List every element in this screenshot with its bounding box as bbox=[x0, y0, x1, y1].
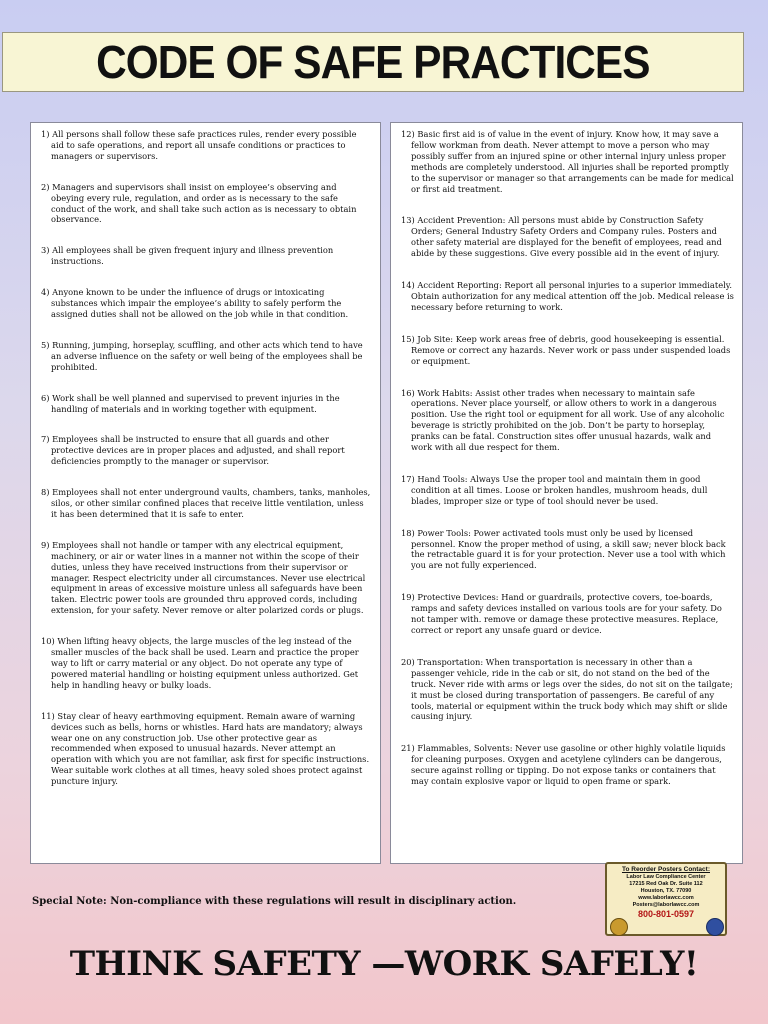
rule-item: 7) Employees shall be instructed to ensure that all guards and other protective devices are in proper places and adjusted, and shall report deficiencies promptly to the manager or supervisor. bbox=[41, 434, 345, 467]
rules-column-left bbox=[30, 122, 381, 864]
rule-item: 1) All persons shall follow these safe practices rules, render every possible aid to safe operations, and report all unsafe conditions or practices to managers or supervisors. bbox=[41, 129, 357, 161]
reorder-phone: 800-801-0597 bbox=[637, 909, 695, 919]
reorder-company: Labor Law Compliance Center bbox=[626, 874, 706, 880]
rule-item: 18) Power Tools: Power activated tools must only be used by licensed personnel. Know the proper method of using, a skill saw; never block back the retractable guard it is for your protection. Never use a tool with which you are not fully experienced. bbox=[401, 527, 726, 571]
emblem-icon bbox=[706, 918, 724, 936]
rule-item: 13) Accident Prevention: All persons must abide by Construction Safety Orders; General Industry Safety Orders and Company rules. Posters and other safety material are displayed for the benefit of employees, read and abide by these suggestions. Give every possible aid in the event of injury. bbox=[401, 215, 722, 259]
rule-item: 21) Flammables, Solvents: Never use gasoline or other highly volatile liquids for cleaning purposes. Oxygen and acetylene cylinders can be dangerous, secure against rolling or tipping. Do not expose tanks or containers that may contain explosive vapor or liquid to open frame or spark. bbox=[401, 743, 726, 787]
footer-slogan: THINK SAFETY —WORK SAFELY! bbox=[69, 944, 699, 984]
special-note: Special Note: Non-compliance with these regulations will result in disciplinary action. bbox=[32, 896, 517, 907]
reorder-address: 17215 Red Oak Dr. Suite 112 bbox=[629, 881, 703, 887]
gold-seal-icon bbox=[610, 918, 628, 936]
rule-item: 9) Employees shall not handle or tamper with any electrical equipment, machinery, or air or water lines in a manner not within the scope of their duties, unless they have received instructions from their supervisor or manager. Respect electricity under all circumstances. Never use electrical equipment in areas of excessive moisture unless all safeguards have been taken. Electric power tools are grounded thru approved cords, including extension, for your safety. Never remove or alter polarized cords or plugs. bbox=[41, 539, 366, 616]
page-title: CODE OF SAFE PRACTICES bbox=[96, 36, 650, 88]
rule-item: 20) Transportation: When transportation is necessary in other than a passenger vehicle, ride in the cab or sit, do not stand on the bed of the truck. Never ride with arms or legs over the sides, do not sit on the tailgate; it must be closed during transportation of passengers. Be careful of any tools, material or equipment within the truck body which may shift or slide causing injury. bbox=[401, 656, 733, 722]
reorder-email: Posters@laborlawcc.com bbox=[632, 902, 700, 908]
reorder-website: www.laborlawcc.com bbox=[638, 895, 694, 901]
rule-item: 2) Managers and supervisors shall insist on employee’s observing and obeying every rule, regulation, and order as is necessary to the safe conduct of the work, and shall take such action as is necessary to obtain observance. bbox=[41, 181, 357, 225]
rule-item: 16) Work Habits: Assist other trades when necessary to maintain safe operations. Never place yourself, or allow others to work in a dangerous position. Use the right tool or equipment for all work. Use of any alcoholic beverage is strictly prohibited on the job. Don’t be party to horseplay, pranks can be fatal. Construction sites offer unusual hazards, walk and work with all due respect for them. bbox=[401, 387, 725, 453]
rule-item: 17) Hand Tools: Always Use the proper tool and maintain them in good condition at all times. Loose or broken handles, mushroom heads, dull blades, improper size or type of tool should never be used. bbox=[401, 473, 708, 506]
rule-item: 15) Job Site: Keep work areas free of debris, good housekeeping is essential. Remove or correct any hazards. Never work or pass under suspended loads or equipment. bbox=[401, 333, 731, 366]
rule-item: 14) Accident Reporting: Report all personal injuries to a superior immediately. Obtain authorization for any medical attention off the job. Medical release is necessary before returning to work. bbox=[401, 280, 734, 312]
reorder-city: Houston, TX. 77090 bbox=[640, 888, 692, 894]
rules-column-right bbox=[390, 122, 743, 864]
rule-item: 3) All employees shall be given frequent injury and illness prevention instructions. bbox=[41, 245, 334, 267]
rule-item: 8) Employees shall not enter underground vaults, chambers, tanks, manholes, silos, or other similar confined places that receive little ventilation, unless it has been determined that it is safe to enter. bbox=[41, 487, 371, 519]
rule-item: 19) Protective Devices: Hand or guardrails, protective covers, toe-boards, ramps and safety devices installed on various tools are for your safety. Do not tamper with. remove or damage these protective measures. Replace, correct or report any unsafe guard or device. bbox=[401, 592, 722, 635]
rule-item: 6) Work shall be well planned and supervised to prevent injuries in the handling of materials and in working together with equipment. bbox=[41, 392, 340, 414]
reorder-title: To Reorder Posters Contact: bbox=[621, 866, 710, 873]
rule-item: 12) Basic first aid is of value in the event of injury. Know how, it may save a fellow workman from death. Never attempt to move a person who may possibly suffer from an injured spine or other internal injury unless proper methods are completely understood. All injuries shall be reported promptly to the supervisor or manager so that arrangements can be made for medical or first aid treatment. bbox=[401, 129, 734, 194]
title-banner bbox=[2, 32, 744, 92]
rule-item: 5) Running, jumping, horseplay, scuffling, and other acts which tend to have an adverse influence on the safety or well being of the employees shall be prohibited. bbox=[41, 339, 363, 372]
rule-item: 10) When lifting heavy objects, the large muscles of the leg instead of the smaller muscles of the back shall be used. Learn and practice the proper way to lift or carry material or any object. Do not operate any type of powered material handling or hoisting equipment unless authorized. Get help in handling heavy or bulky loads. bbox=[41, 636, 359, 690]
rule-item: 11) Stay clear of heavy earthmoving equipment. Remain aware of warning devices such as bells, horns or whistles. Hard hats are mandatory; always wear one on any construction job. Use other protective gear as recommended when exposed to unusual hazards. Never attempt an operation with which you are not familiar, ask first for specific instructions. Wear suitable work clothes at all times, heavy soled shoes protect against puncture injury. bbox=[41, 710, 370, 787]
rule-item: 4) Anyone known to be under the influence of drugs or intoxicating substances which impair the employee’s ability to safely perform the assigned duties shall not be allowed on the job while in that condition. bbox=[41, 287, 349, 319]
